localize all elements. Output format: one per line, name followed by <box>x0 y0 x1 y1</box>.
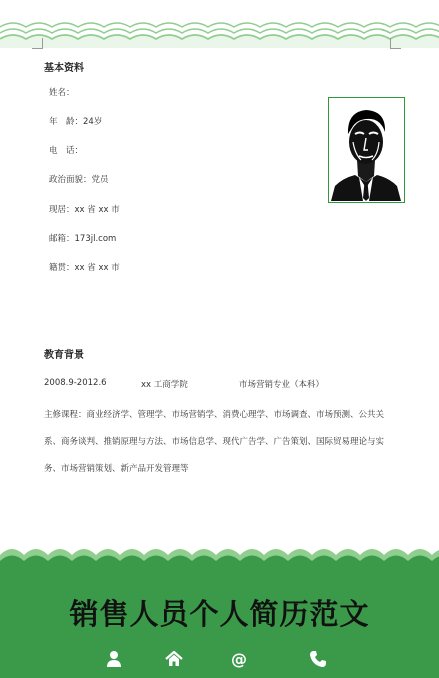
person-icon <box>104 649 124 669</box>
field-hometown: 籍贯：xx 省 xx 市 <box>49 263 120 273</box>
field-name: 姓名： <box>49 88 75 98</box>
svg-text:@: @ <box>231 649 247 669</box>
home-icon <box>164 649 184 669</box>
portrait-silhouette-icon <box>329 98 403 201</box>
education-major: 市场营销专业（本科） <box>239 380 325 390</box>
education-school: xx 工商学院 <box>141 380 188 390</box>
education-courses: 主修课程：商业经济学、管理学、市场营销学、消费心理学、市场调查、市场预测、公共关系、商务谈判、推销原理与方法、市场信息学、现代广告学、广告策划、国际贸易理论与实务、市场营销策划、新产品开发管理等 <box>44 410 385 474</box>
field-age: 年 龄：24岁 <box>49 117 103 127</box>
field-residence: 现居：xx 省 xx 市 <box>49 205 120 215</box>
field-phone: 电 话： <box>49 146 84 156</box>
at-icon <box>229 649 249 669</box>
field-email: 邮箱：173jl.com <box>49 234 117 244</box>
basic-info-title: 基本资料 <box>44 63 84 74</box>
crop-mark-top-left <box>32 38 43 49</box>
field-political: 政治面貌：党员 <box>49 175 109 185</box>
profile-photo <box>328 97 405 203</box>
crop-mark-top-right <box>390 38 401 49</box>
education-title: 教育背景 <box>44 350 84 361</box>
phone-icon <box>308 649 328 669</box>
top-scallop-band <box>0 20 439 48</box>
education-period: 2008.9-2012.6 <box>44 378 107 388</box>
footer-title: 销售人员个人简历范文 <box>69 597 370 631</box>
